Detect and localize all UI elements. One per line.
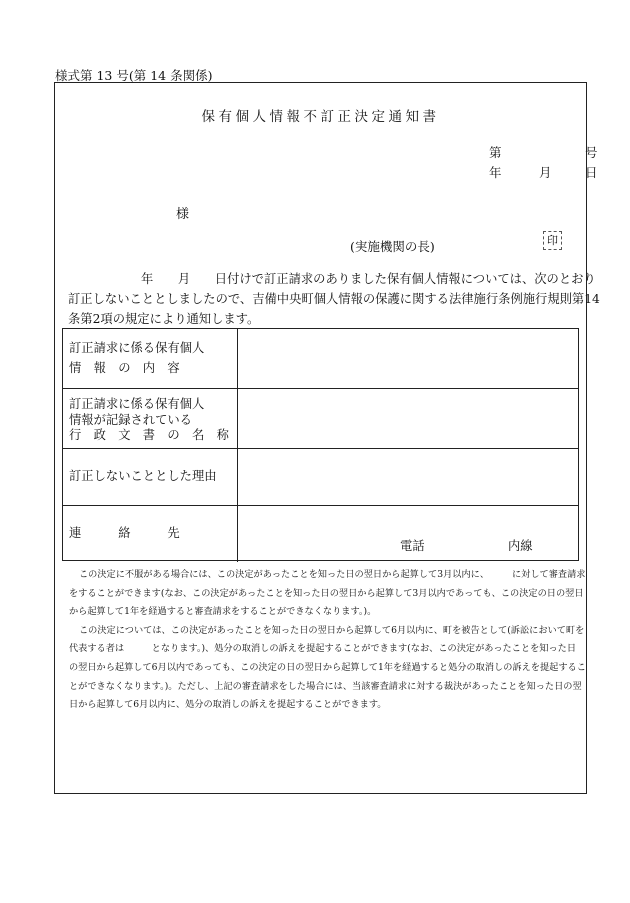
column-divider	[237, 449, 238, 505]
note-line: の翌日から起算して6月以内であっても、この決定の日の翌日から起算して1年を経過すると処分の取消しの訴えを提起するこ	[69, 661, 586, 673]
column-divider	[237, 506, 238, 562]
label-line: 情報が記録されている	[69, 412, 192, 427]
note-line: 代表する者は となります。)、処分の取消しの訴えを提起することができます(なお、この決定があったことを知った日	[69, 643, 577, 655]
details-table	[62, 328, 579, 561]
note-line: とができなくなります。)。ただし、上記の審査請求をした場合には、当該審査請求に対する裁決があったことを知った日の翌	[69, 680, 582, 692]
note-line: 日から起算して6月以内に、処分の取消しの訴えを提起することができます。	[69, 699, 387, 711]
table-row	[63, 389, 578, 449]
label-line: 連 絡 先	[69, 526, 180, 540]
notice-body	[68, 269, 600, 329]
body-line: 年 月 日付けで訂正請求のありました保有個人情報については、次のとおり	[141, 272, 596, 286]
notice-number-suffix: 号	[585, 145, 598, 160]
form-reference: 様式第 13 号(第 14 条関係)	[55, 68, 213, 83]
body-line: 条第2項の規定により通知します。	[68, 312, 260, 326]
date-month: 月	[539, 165, 552, 180]
note-line: この決定に不服がある場合には、この決定があったことを知った日の翌日から起算して3月以内に、 に対して審査請求	[79, 569, 586, 580]
label-line: 訂正請求に係る保有個人	[69, 341, 205, 355]
date-year: 年	[489, 165, 502, 180]
row-label	[69, 526, 231, 542]
label-line: 情 報 の 内 容	[69, 360, 180, 375]
extension-label: 内線	[508, 539, 533, 553]
appeal-notes	[69, 566, 586, 715]
label-line: 訂正請求に係る保有個人	[69, 397, 205, 411]
body-line: 訂正しないこととしましたので、吉備中央町個人情報の保護に関する法律施行条例施行規則第14	[68, 292, 600, 306]
seal-mark: 印	[543, 231, 562, 250]
document-title: 保有個人情報不訂正決定通知書	[201, 109, 440, 125]
notice-number-prefix: 第	[489, 145, 502, 160]
row-label	[69, 469, 231, 485]
label-line: 行 政 文 書 の 名 称	[69, 428, 229, 442]
table-row	[63, 329, 578, 389]
note-line: この決定については、この決定があったことを知った日の翌日から起算して6月以内に、町を被告として(訴訟において町を	[79, 624, 585, 636]
issuer-title: (実施機関の長)	[350, 239, 435, 254]
row-label	[69, 397, 231, 444]
document-frame	[54, 82, 600, 794]
note-line: をすることができます(なお、この決定があったことを知った日の翌日から起算して3月以内であっても、この決定の日の翌日	[69, 587, 584, 599]
label-line: 訂正しないこととした理由	[69, 469, 217, 483]
date-day: 日	[585, 165, 598, 180]
row-label	[69, 341, 231, 376]
note-line: から起算して1年を経過すると審査請求をすることができなくなります。)。	[69, 606, 377, 618]
addressee: 様	[176, 207, 190, 222]
table-row	[63, 449, 578, 506]
column-divider	[237, 389, 238, 448]
phone-label: 電話	[400, 539, 425, 553]
table-row	[63, 506, 578, 562]
column-divider	[237, 329, 238, 388]
